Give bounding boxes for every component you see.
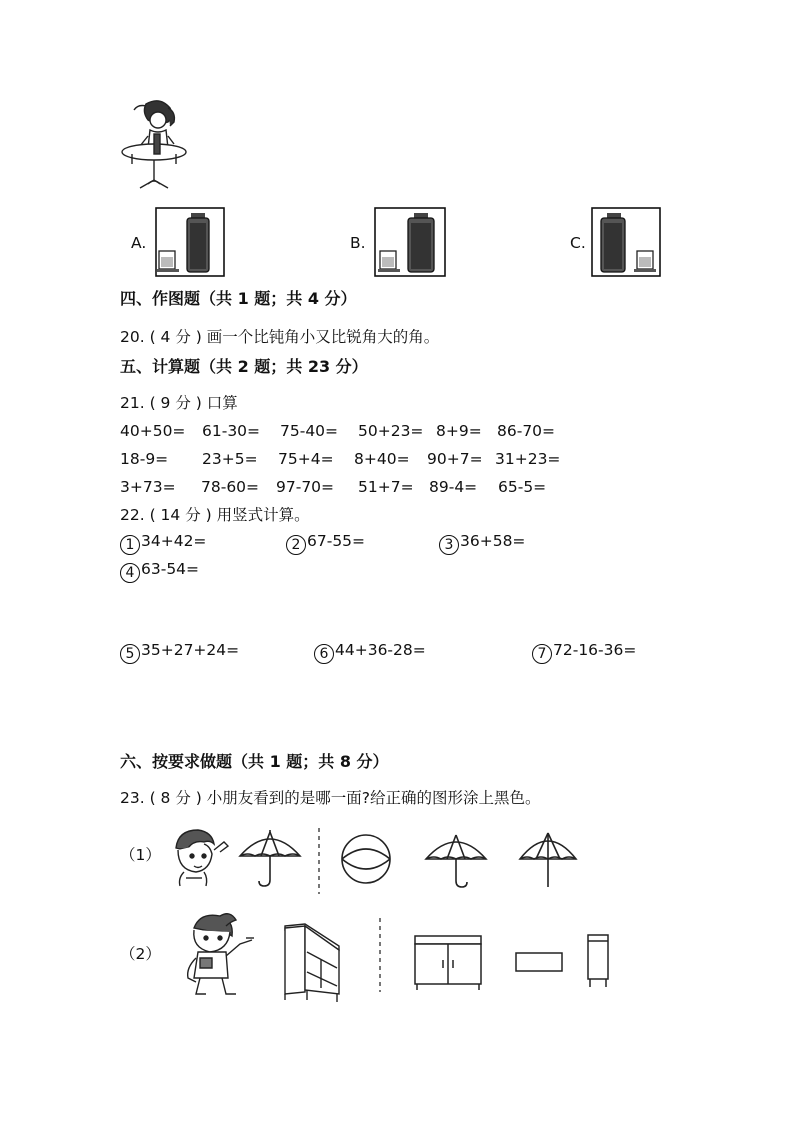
q21-item: 78-60= [201, 478, 260, 496]
q22-expression: 44+36-28= [335, 641, 426, 659]
cabinet-top-view-option[interactable] [514, 951, 564, 973]
q21-item: 97-70= [276, 478, 335, 496]
q21-title: 21. ( 9 分 ) 口算 [120, 394, 238, 412]
circled-number: 6 [314, 644, 334, 664]
q22-item-3 [439, 534, 525, 555]
q22-item-4 [120, 562, 199, 583]
option-b-label: B. [350, 234, 366, 252]
q22-title: 22. ( 14 分 ) 用竖式计算。 [120, 506, 310, 524]
dashed-divider [317, 828, 321, 894]
q22-expression: 34+42= [141, 532, 207, 550]
q22-item-7 [532, 643, 636, 664]
q22-item-6 [314, 643, 426, 664]
q21-item: 51+7= [358, 478, 414, 496]
section5-header: 五、计算题（共 2 题；共 23 分） [120, 357, 368, 376]
child-looking-illustration [168, 826, 234, 888]
q21-item: 3+73= [120, 478, 176, 496]
q20-text: 20. ( 4 分 ) 画一个比钝角小又比锐角大的角。 [120, 328, 440, 346]
q22-item-5 [120, 643, 239, 664]
q21-item: 8+9= [436, 422, 482, 440]
q23-part1-label: （1） [120, 846, 161, 864]
circled-number: 3 [439, 535, 459, 555]
circled-number: 7 [532, 644, 552, 664]
q22-expression: 67-55= [307, 532, 366, 550]
q22-item-2 [286, 534, 365, 555]
umbrella-side-view-option[interactable] [424, 833, 488, 891]
cabinet-front-view-option[interactable] [413, 934, 483, 992]
q21-item: 50+23= [358, 422, 424, 440]
dashed-divider-2 [378, 918, 382, 992]
girl-at-table-illustration [118, 98, 190, 194]
circled-number: 2 [286, 535, 306, 555]
q21-item: 31+23= [495, 450, 561, 468]
option-c-picture [591, 207, 661, 277]
cabinet-side-view-option[interactable] [586, 933, 610, 989]
option-a-picture [155, 207, 225, 277]
section4-header: 四、作图题（共 1 题；共 4 分） [120, 289, 357, 308]
circled-number: 5 [120, 644, 140, 664]
option-c-label: C. [570, 234, 586, 252]
q21-item: 75-40= [280, 422, 339, 440]
child-pointing-illustration [180, 910, 256, 998]
q22-expression: 72-16-36= [553, 641, 637, 659]
q21-item: 86-70= [497, 422, 556, 440]
q22-item-1 [120, 534, 206, 555]
q21-item: 23+5= [202, 450, 258, 468]
q22-expression: 36+58= [460, 532, 526, 550]
q21-item: 90+7= [427, 450, 483, 468]
cabinet-3d-figure [283, 922, 341, 1002]
umbrella-front-view-option[interactable] [518, 831, 578, 889]
umbrella-figure-icon [238, 830, 302, 890]
circled-number: 1 [120, 535, 140, 555]
q23-text: 23. ( 8 分 ) 小朋友看到的是哪一面?给正确的图形涂上黑色。 [120, 789, 541, 807]
section6-header: 六、按要求做题（共 1 题；共 8 分） [120, 752, 389, 771]
q21-item: 8+40= [354, 450, 410, 468]
option-a-label: A. [131, 234, 147, 252]
q23-part2-label: （2） [120, 945, 161, 963]
q22-expression: 35+27+24= [141, 641, 240, 659]
option-b-picture [374, 207, 446, 277]
q21-item: 18-9= [120, 450, 169, 468]
q21-item: 89-4= [429, 478, 478, 496]
q21-item: 40+50= [120, 422, 186, 440]
circled-number: 4 [120, 563, 140, 583]
q21-item: 65-5= [498, 478, 547, 496]
q22-expression: 63-54= [141, 560, 200, 578]
q21-item: 61-30= [202, 422, 261, 440]
umbrella-top-view-option[interactable] [340, 833, 392, 885]
q21-item: 75+4= [278, 450, 334, 468]
